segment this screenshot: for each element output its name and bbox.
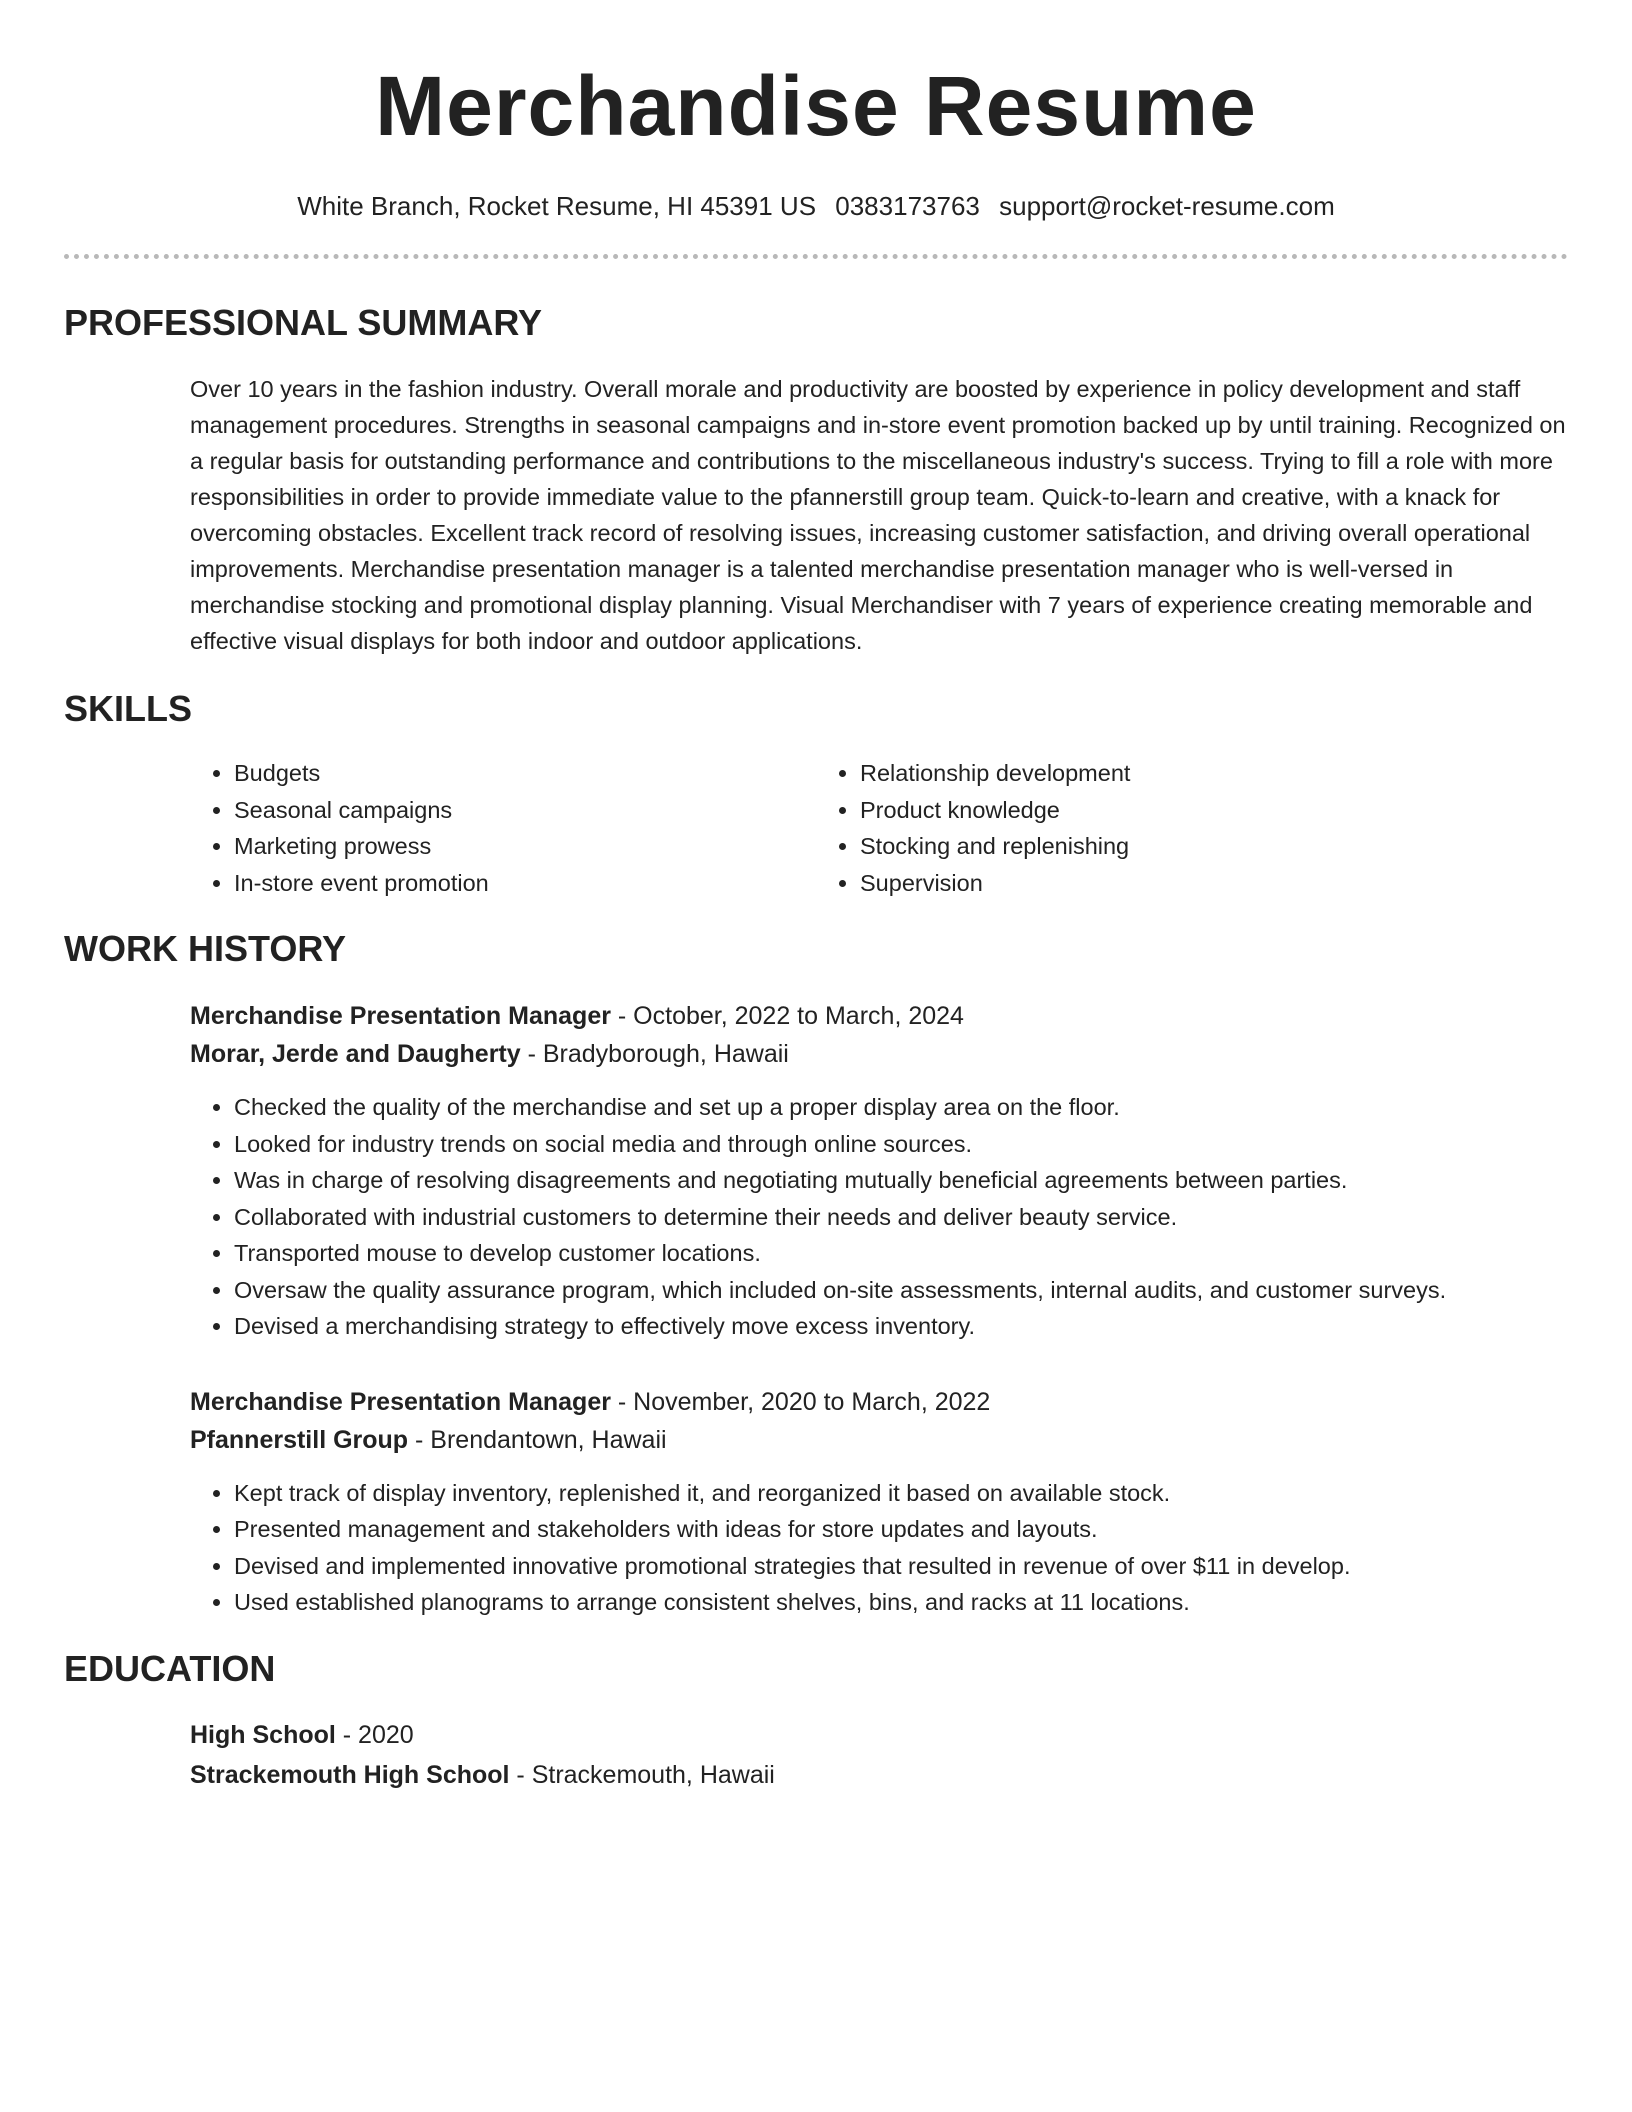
skill-item: • Budgets (234, 755, 816, 792)
job-entry (64, 1383, 1568, 1621)
skills-list-left (64, 755, 816, 901)
work-history-heading: WORK HISTORY (64, 928, 347, 969)
job-duty: • Was in charge of resolving disagreements and negotiating mutually beneficial agreements between parties. (234, 1162, 1568, 1199)
job-entry (64, 997, 1568, 1345)
skill-item: • In-store event promotion (234, 865, 816, 902)
job-duty: • Collaborated with industrial customers to determine their needs and deliver beauty service. (234, 1199, 1568, 1236)
education-school: Strackemouth High School (190, 1760, 510, 1789)
job-dates: - November, 2020 to March, 2022 (610, 1387, 991, 1416)
skill-item: • Marketing prowess (234, 828, 816, 865)
summary-heading: PROFESSIONAL SUMMARY (64, 302, 543, 343)
skill-item: • Relationship development (860, 755, 1568, 792)
contact-address: White Branch, Rocket Resume, HI 45391 US (297, 191, 817, 221)
work-history-section (64, 927, 1568, 1621)
education-section (64, 1647, 1568, 1795)
job-duty: • Kept track of display inventory, replenished it, and reorganized it based on available stock. (234, 1475, 1568, 1512)
skill-item: • Product knowledge (860, 792, 1568, 829)
education-year: - 2020 (335, 1720, 414, 1749)
job-duty: • Devised a merchandising strategy to effectively move excess inventory. (234, 1308, 1568, 1345)
summary-text: Over 10 years in the fashion industry. Overall morale and productivity are boosted by experience in policy development and staff management procedures. Strengths in seasonal campaigns and in-store event promotion backed up by until training. Recognized on a regular basis for outstanding performance and contributions to the miscellaneous industry's success. Trying to fill a role with more responsibilities in order to provide immediate value to the pfannerstill group team. Quick-to-learn and creative, with a knack for overcoming obstacles. Excellent track record of resolving issues, increasing customer satisfaction, and driving overall operational improvements. Merchandise presentation manager is a talented merchandise presentation manager who is well-versed in merchandise stocking and promotional display planning. Visual Merchandiser with 7 years of experience creating memorable and effective visual displays for both indoor and outdoor applications. (190, 376, 1566, 654)
job-company: Pfannerstill Group (190, 1425, 409, 1454)
education-degree-line (190, 1715, 1568, 1755)
job-title-line (190, 1383, 1568, 1421)
job-location: - Bradyborough, Hawaii (520, 1040, 789, 1068)
job-title: Merchandise Presentation Manager (190, 1387, 611, 1416)
skill-item: • Seasonal campaigns (234, 792, 816, 829)
contact-email: support@rocket-resume.com (999, 191, 1335, 221)
job-duty: • Presented management and stakeholders with ideas for store updates and layouts. (234, 1511, 1568, 1548)
education-entry (64, 1715, 1568, 1795)
resume-name: Merchandise Resume (375, 59, 1257, 153)
job-company: Morar, Jerde and Daugherty (190, 1040, 521, 1068)
job-duty: • Looked for industry trends on social media and through online sources. (234, 1126, 1568, 1163)
skill-item: • Stocking and replenishing (860, 828, 1568, 865)
job-duty: • Devised and implemented innovative promotional strategies that resulted in revenue of over $11 in develop. (234, 1548, 1568, 1585)
job-duty: • Transported mouse to develop customer locations. (234, 1235, 1568, 1272)
job-duties (190, 1475, 1568, 1621)
skills-grid (64, 755, 1568, 901)
summary-section (64, 301, 1568, 659)
header-divider (64, 254, 1568, 259)
job-duty: • Oversaw the quality assurance program, which included on-site assessments, internal audits, and customer surveys. (234, 1272, 1568, 1309)
job-duties (190, 1089, 1568, 1345)
education-school-line (190, 1755, 1568, 1795)
skills-list-right (816, 755, 1568, 901)
contact-phone: 0383173763 (835, 191, 980, 221)
job-dates: - October, 2022 to March, 2024 (610, 1002, 964, 1030)
education-location: - Strackemouth, Hawaii (509, 1760, 775, 1789)
skill-item: • Supervision (860, 865, 1568, 902)
job-duty: • Used established planograms to arrange consistent shelves, bins, and racks at 11 locations. (234, 1584, 1568, 1621)
job-title: Merchandise Presentation Manager (190, 1002, 611, 1030)
education-heading: EDUCATION (64, 1647, 276, 1689)
job-location: - Brendantown, Hawaii (408, 1425, 667, 1454)
job-title-line (190, 997, 1568, 1035)
contact-line (64, 190, 1568, 222)
skills-heading: SKILLS (64, 688, 193, 729)
job-company-line (190, 1035, 1568, 1073)
job-duty: • Checked the quality of the merchandise and set up a proper display area on the floor. (234, 1089, 1568, 1126)
education-degree: High School (190, 1720, 336, 1749)
job-company-line (190, 1421, 1568, 1459)
skills-section (64, 687, 1568, 901)
